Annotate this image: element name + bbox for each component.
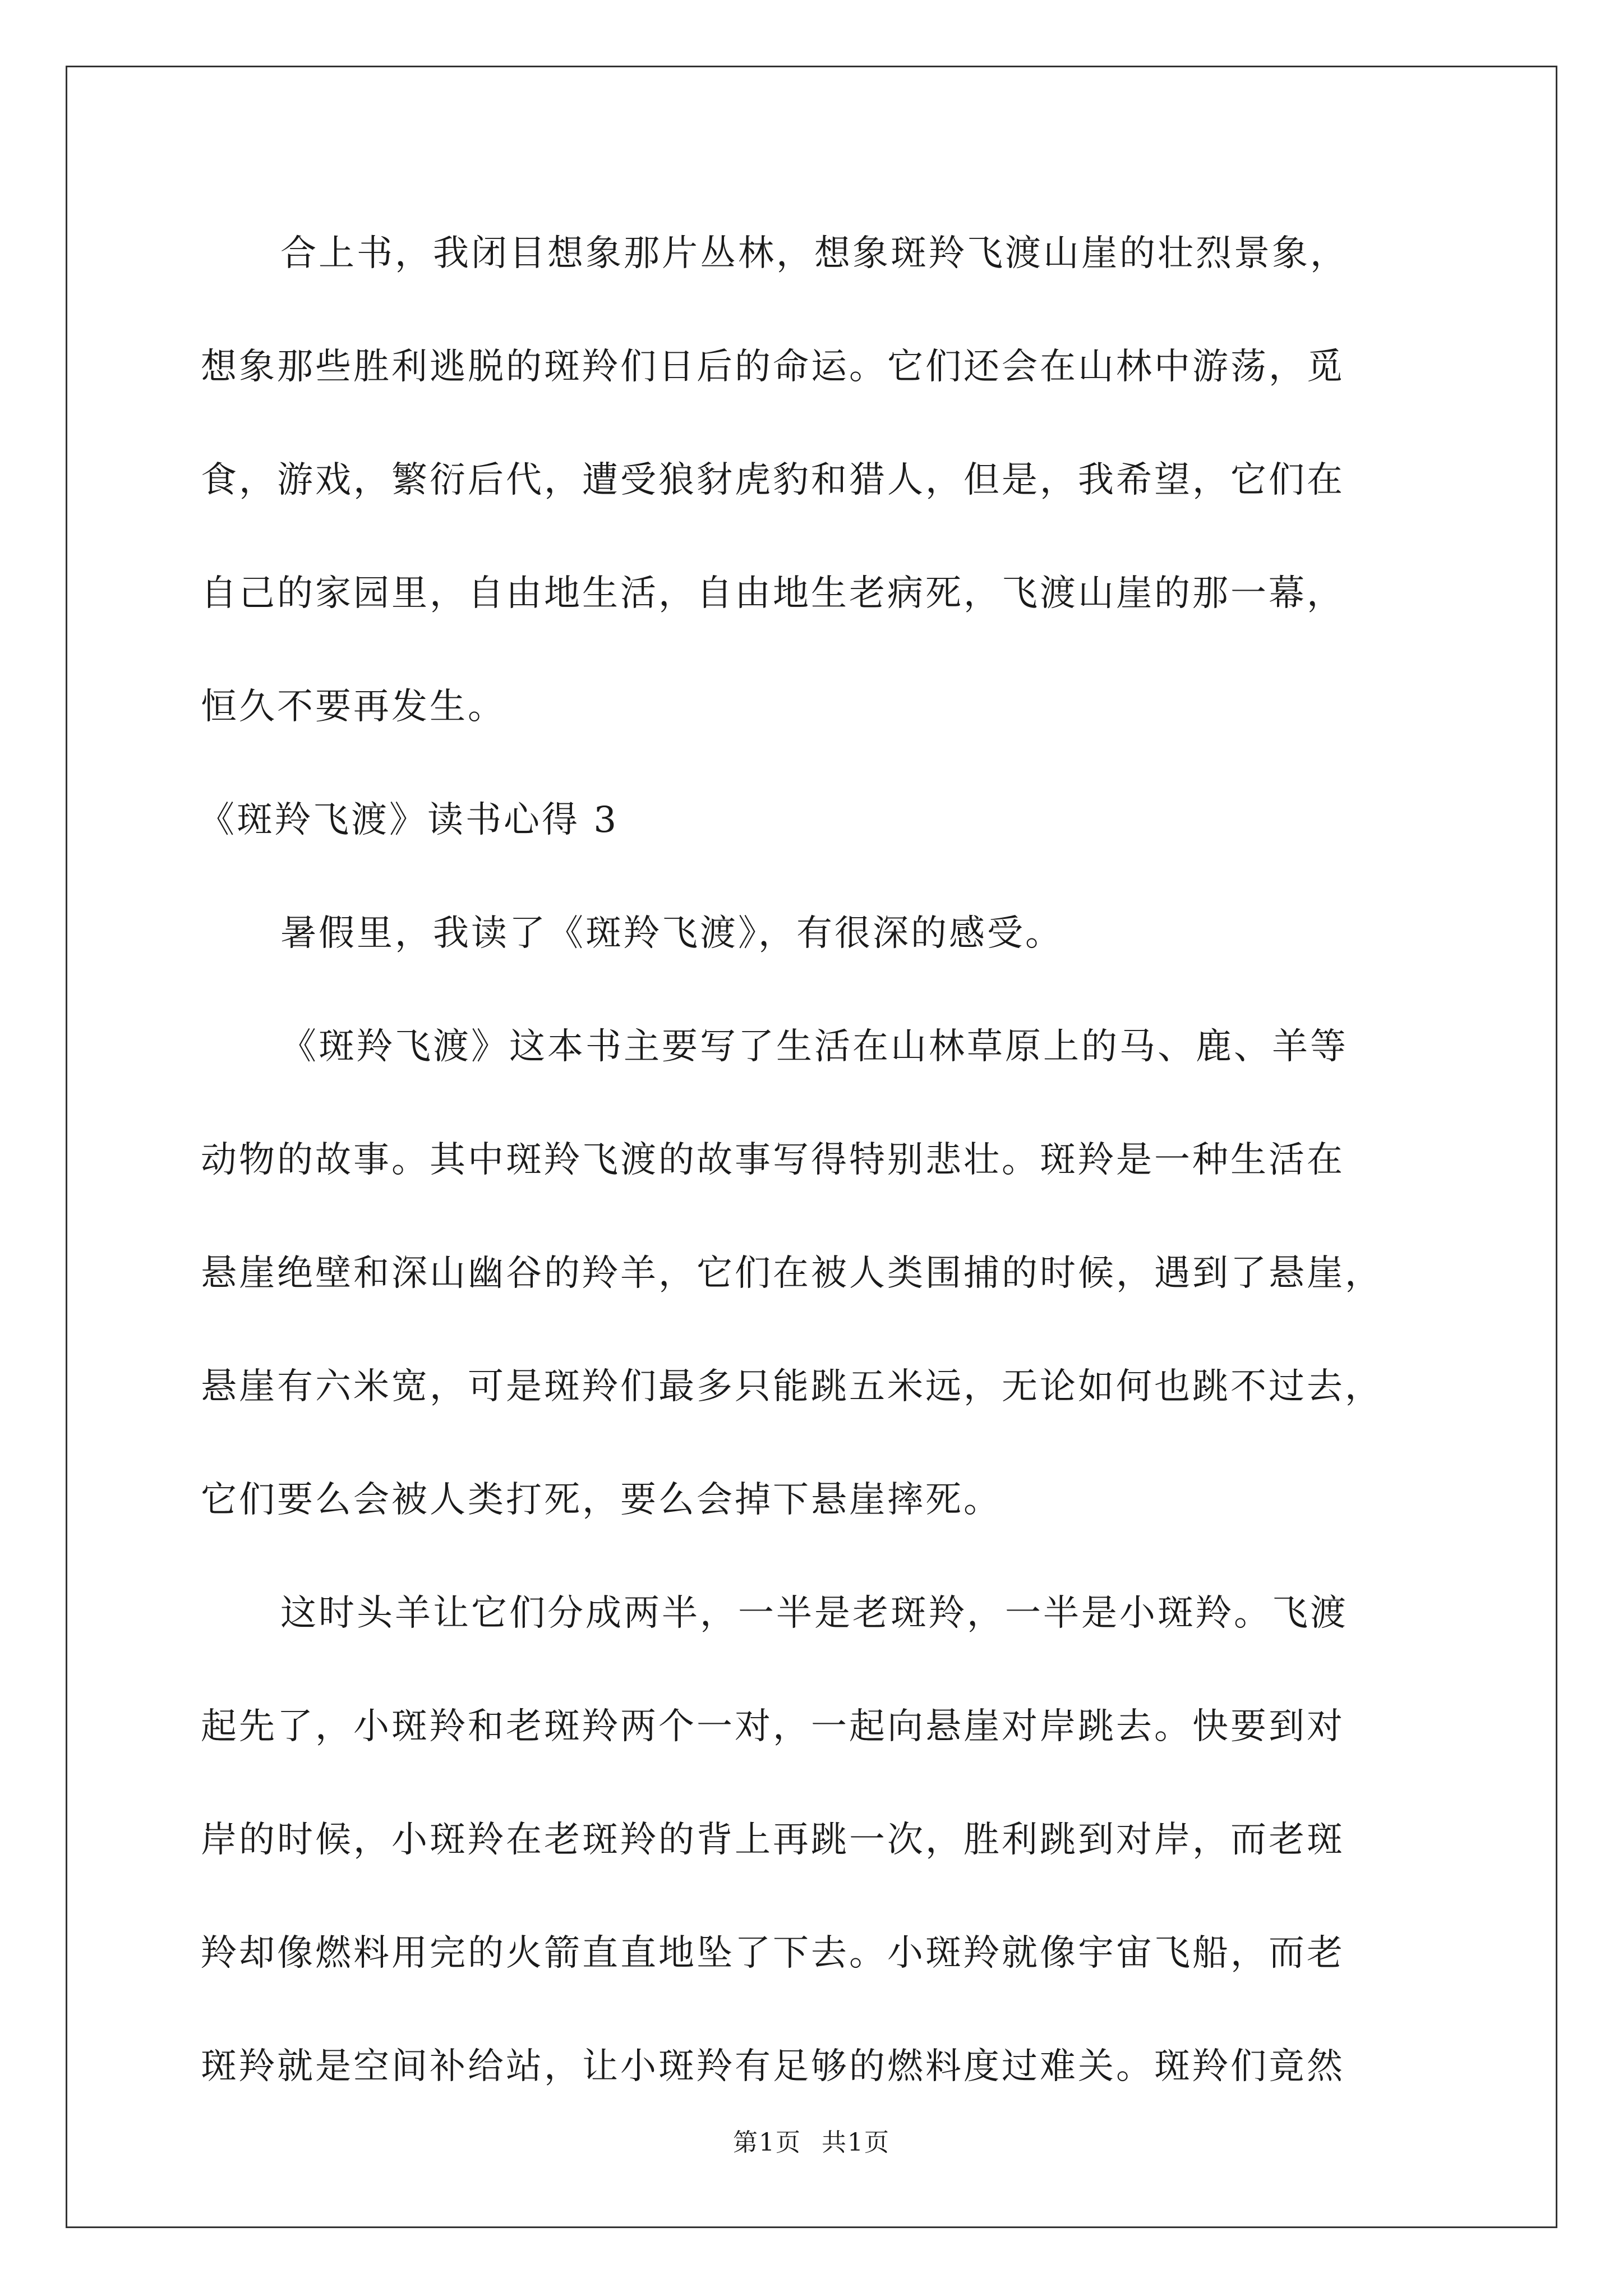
paragraph-line: 想象那些胜利逃脱的斑羚们日后的命运。它们还会在山林中游荡，觅 (201, 346, 1345, 388)
page-total: 共1页 (822, 2128, 890, 2157)
paragraph-line: 这时头羊让它们分成两半，一半是老斑羚，一半是小斑羚。飞渡 (280, 1593, 1348, 1634)
paragraph-line: 动物的故事。其中斑羚飞渡的故事写得特别悲壮。斑羚是一种生活在 (201, 1139, 1345, 1181)
paragraph-line: 斑羚就是空间补给站，让小斑羚有足够的燃料度过难关。斑羚们竟然 (201, 2046, 1345, 2087)
paragraph-line: 悬崖有六米宽，可是斑羚们最多只能跳五米远，无论如何也跳不过去， (201, 1366, 1383, 1407)
paragraph-line: 岸的时候，小斑羚在老斑羚的背上再跳一次，胜利跳到对岸，而老斑 (201, 1819, 1345, 1861)
paragraph-line: 起先了，小斑羚和老斑羚两个一对，一起向悬崖对岸跳去。快要到对 (201, 1706, 1345, 1747)
paragraph-line: 自己的家园里，自由地生活，自由地生老病死，飞渡山崖的那一幕， (201, 573, 1345, 614)
paragraph-line: 《斑羚飞渡》这本书主要写了生活在山林草原上的马、鹿、羊等 (280, 1026, 1348, 1068)
paragraph-line: 恒久不要再发生。 (201, 686, 506, 728)
document-body (201, 220, 1435, 2146)
paragraph-line: 食，游戏，繁衍后代，遭受狼豺虎豹和猎人，但是，我希望，它们在 (201, 459, 1345, 501)
paragraph-line: 合上书，我闭目想象那片丛林，想象斑羚飞渡山崖的壮烈景象， (280, 233, 1348, 274)
paragraph-line: 暑假里，我读了《斑羚飞渡》，有很深的感受。 (280, 913, 1063, 954)
page-number: 第1页 (733, 2128, 801, 2157)
section-heading: 《斑羚飞渡》读书心得 3 (199, 799, 619, 841)
paragraph-line: 它们要么会被人类打死，要么会掉下悬崖摔死。 (201, 1479, 1002, 1521)
paragraph-line: 羚却像燃料用完的火箭直直地坠了下去。小斑羚就像宇宙飞船，而老 (201, 1932, 1345, 1974)
paragraph-line: 悬崖绝壁和深山幽谷的羚羊，它们在被人类围捕的时候，遇到了悬崖， (201, 1253, 1383, 1294)
page-footer (0, 2122, 1623, 2158)
